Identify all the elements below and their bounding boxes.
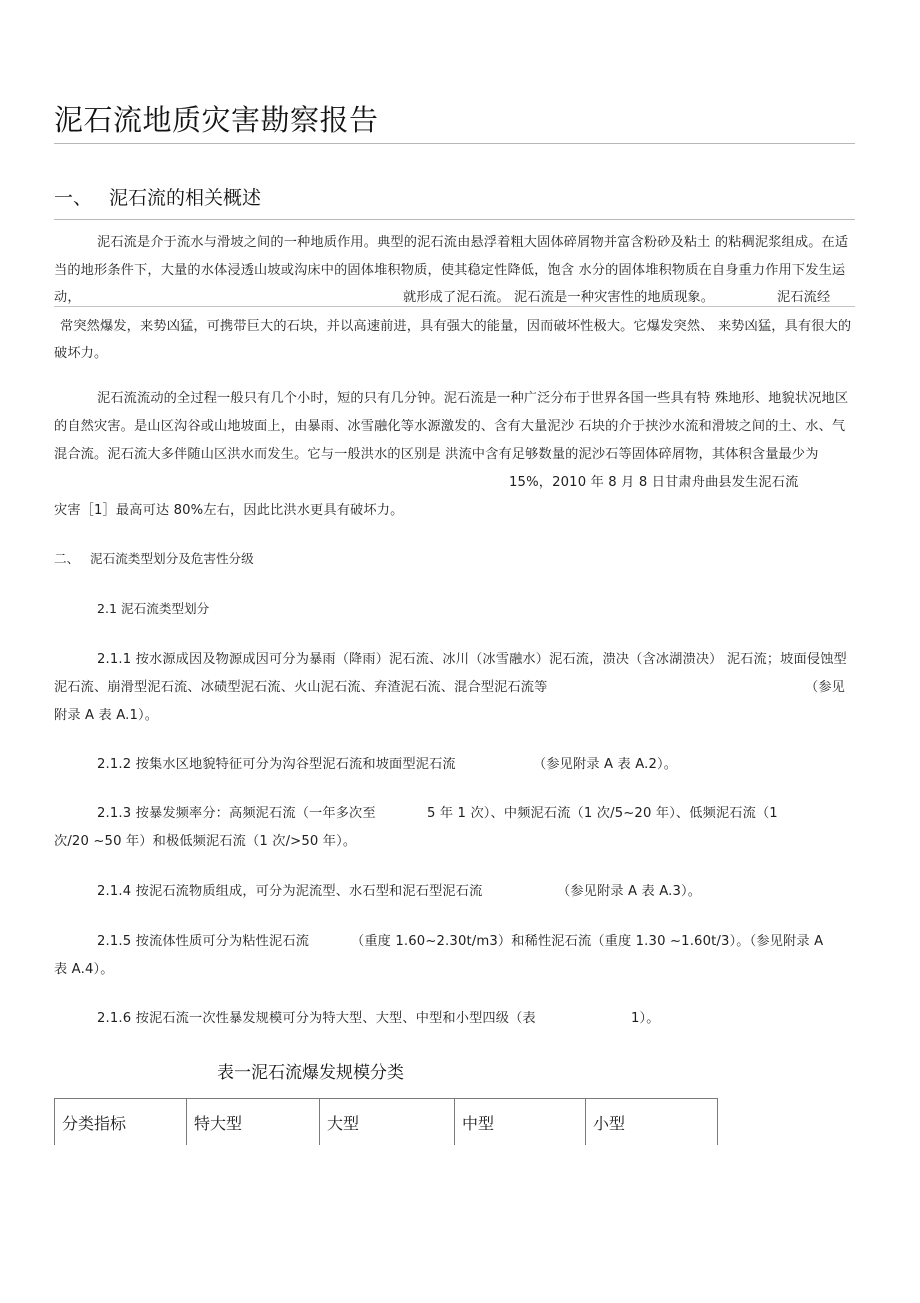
section1-heading: 泥石流的相关概述 (109, 187, 262, 209)
paragraph-line: 泥石流流动的全过程一般只有几个小时，短的只有几分钟。泥石流是一种广泛分布于世界各国一些具有特 殊地形、地貌状况地区 (97, 391, 849, 406)
table-header-cell: 特大型 (187, 1099, 320, 1146)
paragraph-line: 常突然爆发，来势凶猛，可携带巨大的石块，并以高速前进，具有强大的能量，因而破坏性极大。它爆发突然、 来势凶猛，具有很大的 (60, 319, 852, 334)
item-2-1-1-line: 2.1.1 按水源成因及物源成因可分为暴雨（降雨）泥石流、冰川（冰雪融水）泥石流，溃决（含冰湖溃决） 泥石流；坡面侵蚀型 (97, 652, 847, 667)
item-2-1-2-line: 2.1.2 按集水区地貌特征可分为沟谷型泥石流和坡面型泥石流 (97, 757, 456, 772)
paragraph-underline (54, 306, 855, 307)
paragraph-line: 动， (54, 290, 81, 305)
item-2-1-1-line: （参见 (805, 680, 846, 695)
item-2-1-2-line: （参见附录 A 表 A.2）。 (533, 757, 678, 772)
table-header-cell: 分类指标 (55, 1099, 187, 1146)
table-caption: 表一泥石流爆发规模分类 (217, 1063, 404, 1083)
table-header-row (55, 1099, 718, 1146)
item-2-1-5-line: （重度 1.60~2.30t/m3）和稀性泥石流（重度 1.30 ~1.60t/3）。（参见附录 A (351, 934, 824, 949)
item-2-1-3-line: 次/20 ~50 年）和极低频泥石流（1 次/>50 年）。 (54, 834, 357, 849)
section1-number: 一、 (54, 187, 93, 209)
paragraph-line: 就形成了泥石流。 泥石流是一种灾害性的地质现象。 (403, 290, 715, 305)
item-2-1-1-line: 泥石流、崩滑型泥石流、冰碛型泥石流、火山泥石流、弃渣泥石流、混合型泥石流等 (54, 680, 548, 695)
table-header-cell: 中型 (455, 1099, 586, 1146)
table-header-cell: 小型 (586, 1099, 718, 1146)
scale-classification-table (54, 1098, 718, 1145)
paragraph-line: 灾害［1］最高可达 80%左右，因此比洪水更具有破坏力。 (54, 503, 404, 518)
item-2-1-6-line: 2.1.6 按泥石流一次性暴发规模可分为特大型、大型、中型和小型四级（表 (97, 1011, 536, 1026)
item-2-1-3-line: 2.1.3 按暴发频率分：高频泥石流（一年多次至 (97, 806, 376, 821)
section2-heading: 泥石流类型划分及危害性分级 (90, 551, 254, 566)
item-2-1-4-line: （参见附录 A 表 A.3）。 (557, 884, 702, 899)
document-title: 泥石流地质灾害勘察报告 (54, 103, 379, 137)
table-header-cell: 大型 (320, 1099, 455, 1146)
item-2-1-5-line: 表 A.4）。 (54, 962, 114, 977)
item-2-1-6-line: 1）。 (631, 1011, 660, 1026)
paragraph-line: 15%，2010 年 8 月 8 日甘肃舟曲县发生泥石流 (509, 475, 799, 490)
section2-number: 二、 (54, 551, 80, 566)
item-2-1-4-line: 2.1.4 按泥石流物质组成，可分为泥流型、水石型和泥石型泥石流 (97, 884, 483, 899)
item-2-1-3-line: 5 年 1 次）、中频泥石流（1 次/5~20 年）、低频泥石流（1 (427, 806, 778, 821)
item-2-1-1-line: 附录 A 表 A.1）。 (54, 708, 159, 723)
paragraph-line: 泥石流经 (777, 290, 831, 305)
paragraph-line: 的自然灾害。是山区沟谷或山地坡面上，由暴雨、冰雪融化等水源激发的、含有大量泥沙 石块的介于挟沙水流和滑坡之间的土、水、气 (54, 419, 846, 434)
subsection-heading: 2.1 泥石流类型划分 (97, 601, 210, 616)
paragraph-line: 泥石流是介于流水与滑坡之间的一种地质作用。典型的泥石流由悬浮着粗大固体碎屑物并富含粉砂及粘土 的粘稠泥浆组成。在适 (97, 235, 849, 250)
item-2-1-5-line: 2.1.5 按流体性质可分为粘性泥石流 (97, 934, 310, 949)
paragraph-line: 当的地形条件下，大量的水体浸透山坡或沟床中的固体堆积物质，使其稳定性降低，饱含 水分的固体堆积物质在自身重力作用下发生运 (54, 263, 846, 278)
paragraph-line: 破坏力。 (54, 346, 108, 361)
section1-divider (54, 219, 855, 220)
paragraph-line: 混合流。泥石流大多伴随山区洪水而发生。它与一般洪水的区别是 洪流中含有足够数量的泥沙石等固体碎屑物，其体积含量最少为 (54, 447, 819, 462)
title-divider (54, 143, 855, 144)
